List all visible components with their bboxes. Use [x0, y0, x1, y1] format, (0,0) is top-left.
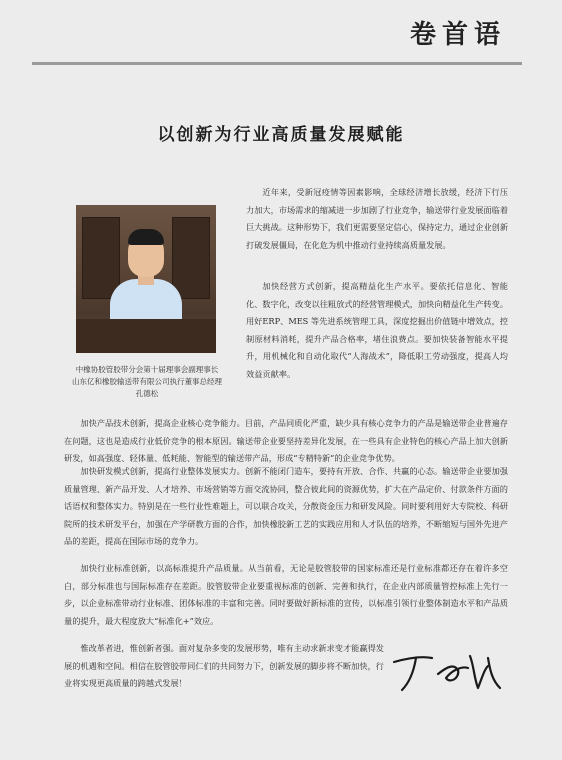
caption-line-1: 中橡协胶管胶带分会第十届理事会副理事长: [75, 365, 219, 374]
photo-shelf-left: [82, 217, 120, 299]
column-title: 卷首语: [409, 20, 506, 50]
author-signature: [388, 648, 508, 694]
paragraph-4: 加快研发模式创新，提高行业整体发展实力。创新不能闭门造车，要持有开放、合作、共赢的心态。输送带企业要加强质量管理、新产品开发、人才培养、市场营销等方面交流协同，整合彼此间的资源优势，扩大在产品定价、付款条件方面的话语权和整体实力。特别是在一些行业性难题上，可以联合攻关，分散资金压力和研发风险。同时要利用好大专院校、科研院所的技术研发平台，加强在产学研教方面的合作，加快橡胶新工艺的实践应用和人才队伍的培养，不断缩短与国外先进产品的差距，提高在国际市场的竞争力。: [64, 466, 508, 546]
title-rule: [32, 62, 522, 65]
paragraph-5: 加快行业标准创新，以高标准提升产品质量。从当前看，无论是胶管胶带的国家标准还是行业标准都还存在着许多空白，部分标准也与国际标准存在差距。胶管胶带企业要重视标准的创新、完善和执行，在企业内部质量管控标准上先行一步，以企业标准带动行业标准、团体标准的丰富和完善。同时要做好新标准的宣传，以标准引领行业整体制造水平和产品质量的提升，最大程度放大“标准化+”效应。: [64, 563, 508, 626]
caption-line-3: 孔德松: [135, 389, 159, 398]
photo-hair: [128, 229, 164, 245]
photo-desk: [76, 319, 216, 353]
photo-caption: [64, 364, 230, 400]
author-photo: [76, 205, 216, 353]
paragraph-1: 近年来，受新冠疫情等因素影响，全球经济增长放缓，经济下行压力加大，市场需求的缩减进一步加剧了行业竞争，输送带行业发展面临着巨大挑战。这种形势下，我们更需要坚定信心，保持定力，通过企业创新打破发展僵局，在化危为机中推动行业持续高质量发展。: [246, 187, 509, 250]
paragraph-6: 惟改革者进，惟创新者强。面对复杂多变的发展形势，唯有主动求新求变才能赢得发展的机遇和空间。相信在胶管胶带同仁们的共同努力下，创新发展的脚步将不断加快，行业将实现更高质量的跨越式发展！: [64, 643, 384, 688]
paragraph-2: 加快经营方式创新，提高精益化生产水平。要依托信息化、智能化、数字化，改变以往粗放式的经营管理模式，加快向精益化生产转变。用好ERP、MES 等先进系统管理工具，深度挖掘出价值链中增效点，控制原材料消耗，提升产品合格率，堵住浪费点。要加快装备智能水平提升，用机械化和自动化取代“人海战术”，降低职工劳动强度，提高人均效益贡献率。: [246, 281, 509, 379]
paragraph-3: 加快产品技术创新，提高企业核心竞争能力。目前，产品同质化严重，缺少具有核心竞争力的产品是输送带企业普遍存在问题，这也是造成行业低价竞争的根本原因。输送带企业要坚持差异化发展，在一些具有企业特色的核心产品上加大创新研发，如高强度、轻体量、低耗能、智能型的输送带产品，形成“专精特新”的企业竞争优势。: [64, 418, 508, 463]
article-headline: 以创新为行业高质量发展赋能: [157, 125, 405, 145]
caption-line-2: 山东亿和橡胶输送带有限公司执行董事总经理: [72, 377, 222, 386]
photo-shelf-right: [172, 217, 210, 299]
